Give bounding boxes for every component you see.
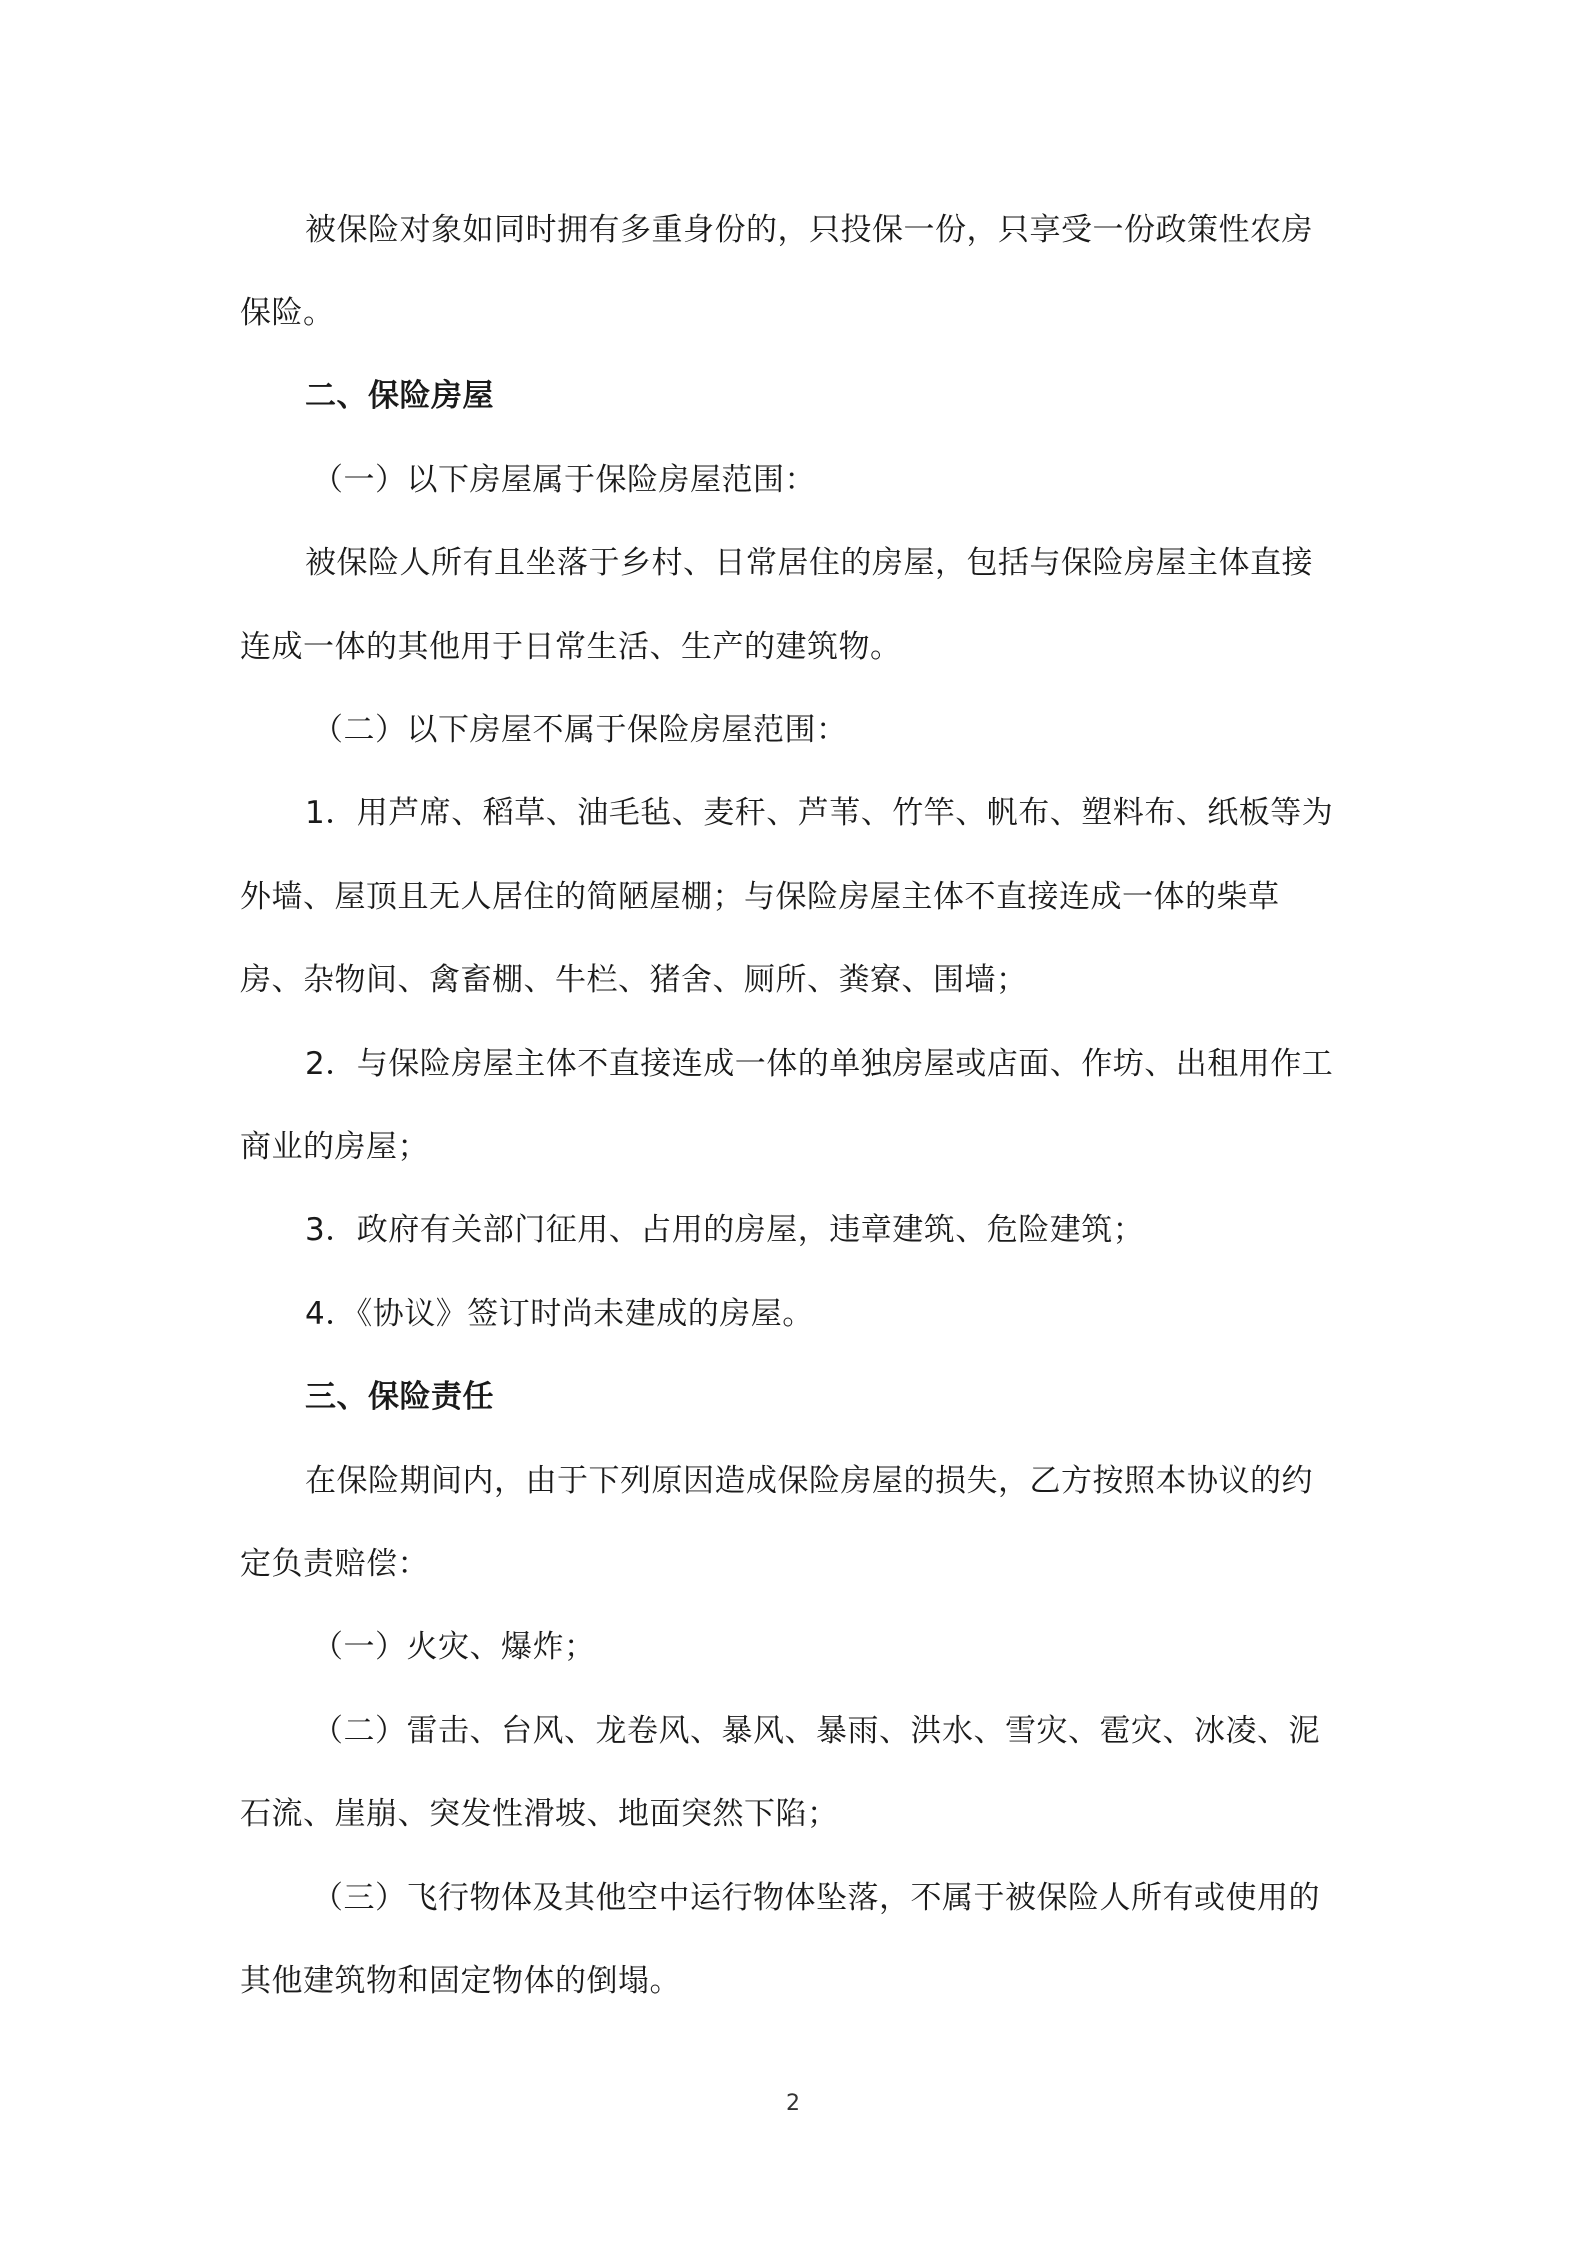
- paragraph-line: 被保险对象如同时拥有多重身份的，只投保一份，只享受一份政策性农房: [305, 212, 1313, 248]
- paragraph-line: 被保险人所有且坐落于乡村、日常居住的房屋，包括与保险房屋主体直接: [305, 545, 1313, 581]
- paragraph-line: 保险。: [240, 295, 335, 331]
- paragraph-line: 连成一体的其他用于日常生活、生产的建筑物。: [240, 629, 902, 665]
- list-item-line: （一）火灾、爆炸；: [312, 1629, 596, 1665]
- section-heading: 三、保险责任: [305, 1379, 494, 1415]
- page-number: 2: [786, 2091, 800, 2116]
- list-item-line: 4．《协议》签订时尚未建成的房屋。: [305, 1296, 814, 1332]
- paragraph-line: 定负责赔偿：: [240, 1546, 429, 1582]
- list-item-line: 2．与保险房屋主体不直接连成一体的单独房屋或店面、作坊、出租用作工: [305, 1046, 1334, 1082]
- subsection-heading: （二）以下房屋不属于保险房屋范围：: [312, 712, 848, 748]
- list-item-line: 1．用芦席、稻草、油毛毡、麦秆、芦苇、竹竿、帆布、塑料布、纸板等为: [305, 795, 1334, 831]
- list-item-line: 外墙、屋顶且无人居住的简陋屋棚；与保险房屋主体不直接连成一体的柴草: [240, 879, 1280, 915]
- list-item-line: 商业的房屋；: [240, 1129, 429, 1165]
- list-item-line: （三）飞行物体及其他空中运行物体坠落，不属于被保险人所有或使用的: [312, 1880, 1320, 1916]
- section-heading: 二、保险房屋: [305, 378, 494, 414]
- list-item-line: 其他建筑物和固定物体的倒塌。: [240, 1963, 681, 1999]
- list-item-line: 3．政府有关部门征用、占用的房屋，违章建筑、危险建筑；: [305, 1212, 1145, 1248]
- subsection-heading: （一）以下房屋属于保险房屋范围：: [312, 462, 816, 498]
- list-item-line: 石流、崖崩、突发性滑坡、地面突然下陷；: [240, 1796, 839, 1832]
- paragraph-line: 在保险期间内，由于下列原因造成保险房屋的损失，乙方按照本协议的约: [305, 1463, 1313, 1499]
- list-item-line: （二）雷击、台风、龙卷风、暴风、暴雨、洪水、雪灾、雹灾、冰凌、泥: [312, 1713, 1320, 1749]
- list-item-line: 房、杂物间、禽畜棚、牛栏、猪舍、厕所、粪寮、围墙；: [240, 962, 1028, 998]
